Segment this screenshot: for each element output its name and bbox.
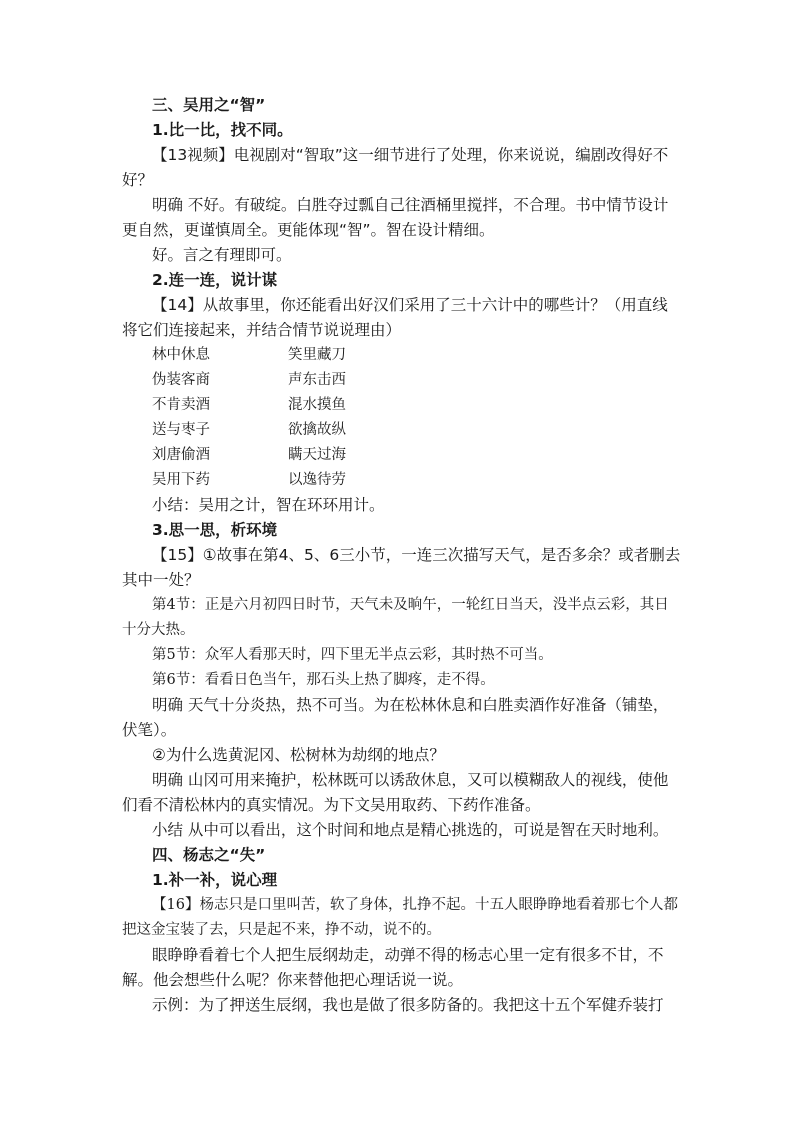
strategy-name: 混水摸鱼 [288,397,346,413]
section3-title: 三、吴用之“智” [152,96,266,114]
plot-event: 伪装客商 [152,372,210,388]
document-page [122,93,682,1018]
section4-part1-example: 示例：为了押送生辰纲，我也是做了很多防备的。我把这十五个军健乔装打 [152,996,664,1014]
quote-section5: 第5节：众军人看那天时，四下里无半点云彩，其时热不可当。 [152,647,553,663]
strategy-name: 笑里藏刀 [288,347,346,363]
section3-part3-title: 3.思一思，析环境 [152,521,278,539]
plot-event: 刘唐偷酒 [152,447,210,463]
section3-part2-title: 2.连一连，说计谋 [152,271,278,289]
section4-title: 四、杨志之“失” [152,846,266,864]
section3-part1-question: 【13视频】电视剧对“智取”这一细节进行了处理，你来说说，编剧改得好不好？ [122,146,669,189]
section3-part3-question1: 【15】①故事在第4、5、6三小节，一连三次描写天气，是否多余？或者删去其中一处？ [122,546,681,589]
section3-part3-answer2: 明确 山冈可用来掩护，松林既可以诱敌休息，又可以模糊敌人的视线，使他们看不清松林内的真实情况。为下文吴用取药、下药作准备。 [122,771,669,814]
strategy-pair-row [122,343,682,368]
section3-part1-answer: 明确 不好。有破绽。白胜夺过瓢自己往酒桶里搅拌，不合理。书中情节设计更自然，更谨慎周全。更能体现“智”。智在设计精细。 [122,196,669,239]
section3-part1-note: 好。言之有理即可。 [152,246,292,264]
strategy-name: 欲擒故纵 [288,422,346,438]
plot-event: 林中休息 [152,347,210,363]
strategy-pair-row [122,418,682,443]
plot-event: 吴用下药 [152,472,210,488]
section4-part1-question: 眼睁睁看着七个人把生辰纲劫走，动弹不得的杨志心里一定有很多不甘，不解。他会想些什么呢？你来替他把心理话说一说。 [122,946,664,989]
section4-part1-quote: 【16】杨志只是口里叫苦，软了身体，扎挣不起。十五人眼睁睁地看着那七个人都把这金宝装了去，只是起不来，挣不动，说不的。 [122,897,678,938]
strategy-name: 以逸待劳 [288,472,346,488]
plot-event: 送与枣子 [152,422,210,438]
section3-part2-summary: 小结：吴用之计，智在环环用计。 [152,496,385,514]
section3-part3-question2: ②为什么选黄泥冈、松树林为劫纲的地点？ [152,746,445,764]
strategy-pair-row [122,443,682,468]
strategy-pair-row [122,468,682,493]
strategy-pairs [122,343,682,493]
strategy-pair-row [122,368,682,393]
strategy-pair-row [122,393,682,418]
section3-part3-summary: 小结 从中可以看出，这个时间和地点是精心挑选的，可说是智在天时地利。 [152,821,669,839]
section3-part1-title: 1.比一比，找不同。 [152,121,293,139]
section3-part3-answer1: 明确 天气十分炎热，热不可当。为在松林休息和白胜卖酒作好准备（铺垫，伏笔）。 [122,696,669,739]
plot-event: 不肯卖酒 [152,397,210,413]
section4-part1-title: 1.补一补，说心理 [152,871,278,889]
quote-section6: 第6节：看看日色当午，那石头上热了脚疼，走不得。 [152,672,495,688]
quote-section4: 第4节：正是六月初四日时节，天气未及晌午，一轮红日当天，没半点云彩，其日十分大热。 [122,597,669,638]
strategy-name: 瞒天过海 [288,447,346,463]
section3-part2-question: 【14】从故事里，你还能看出好汉们采用了三十六计中的哪些计？（用直线将它们连接起来，并结合情节说说理由） [122,296,668,339]
strategy-name: 声东击西 [288,372,346,388]
